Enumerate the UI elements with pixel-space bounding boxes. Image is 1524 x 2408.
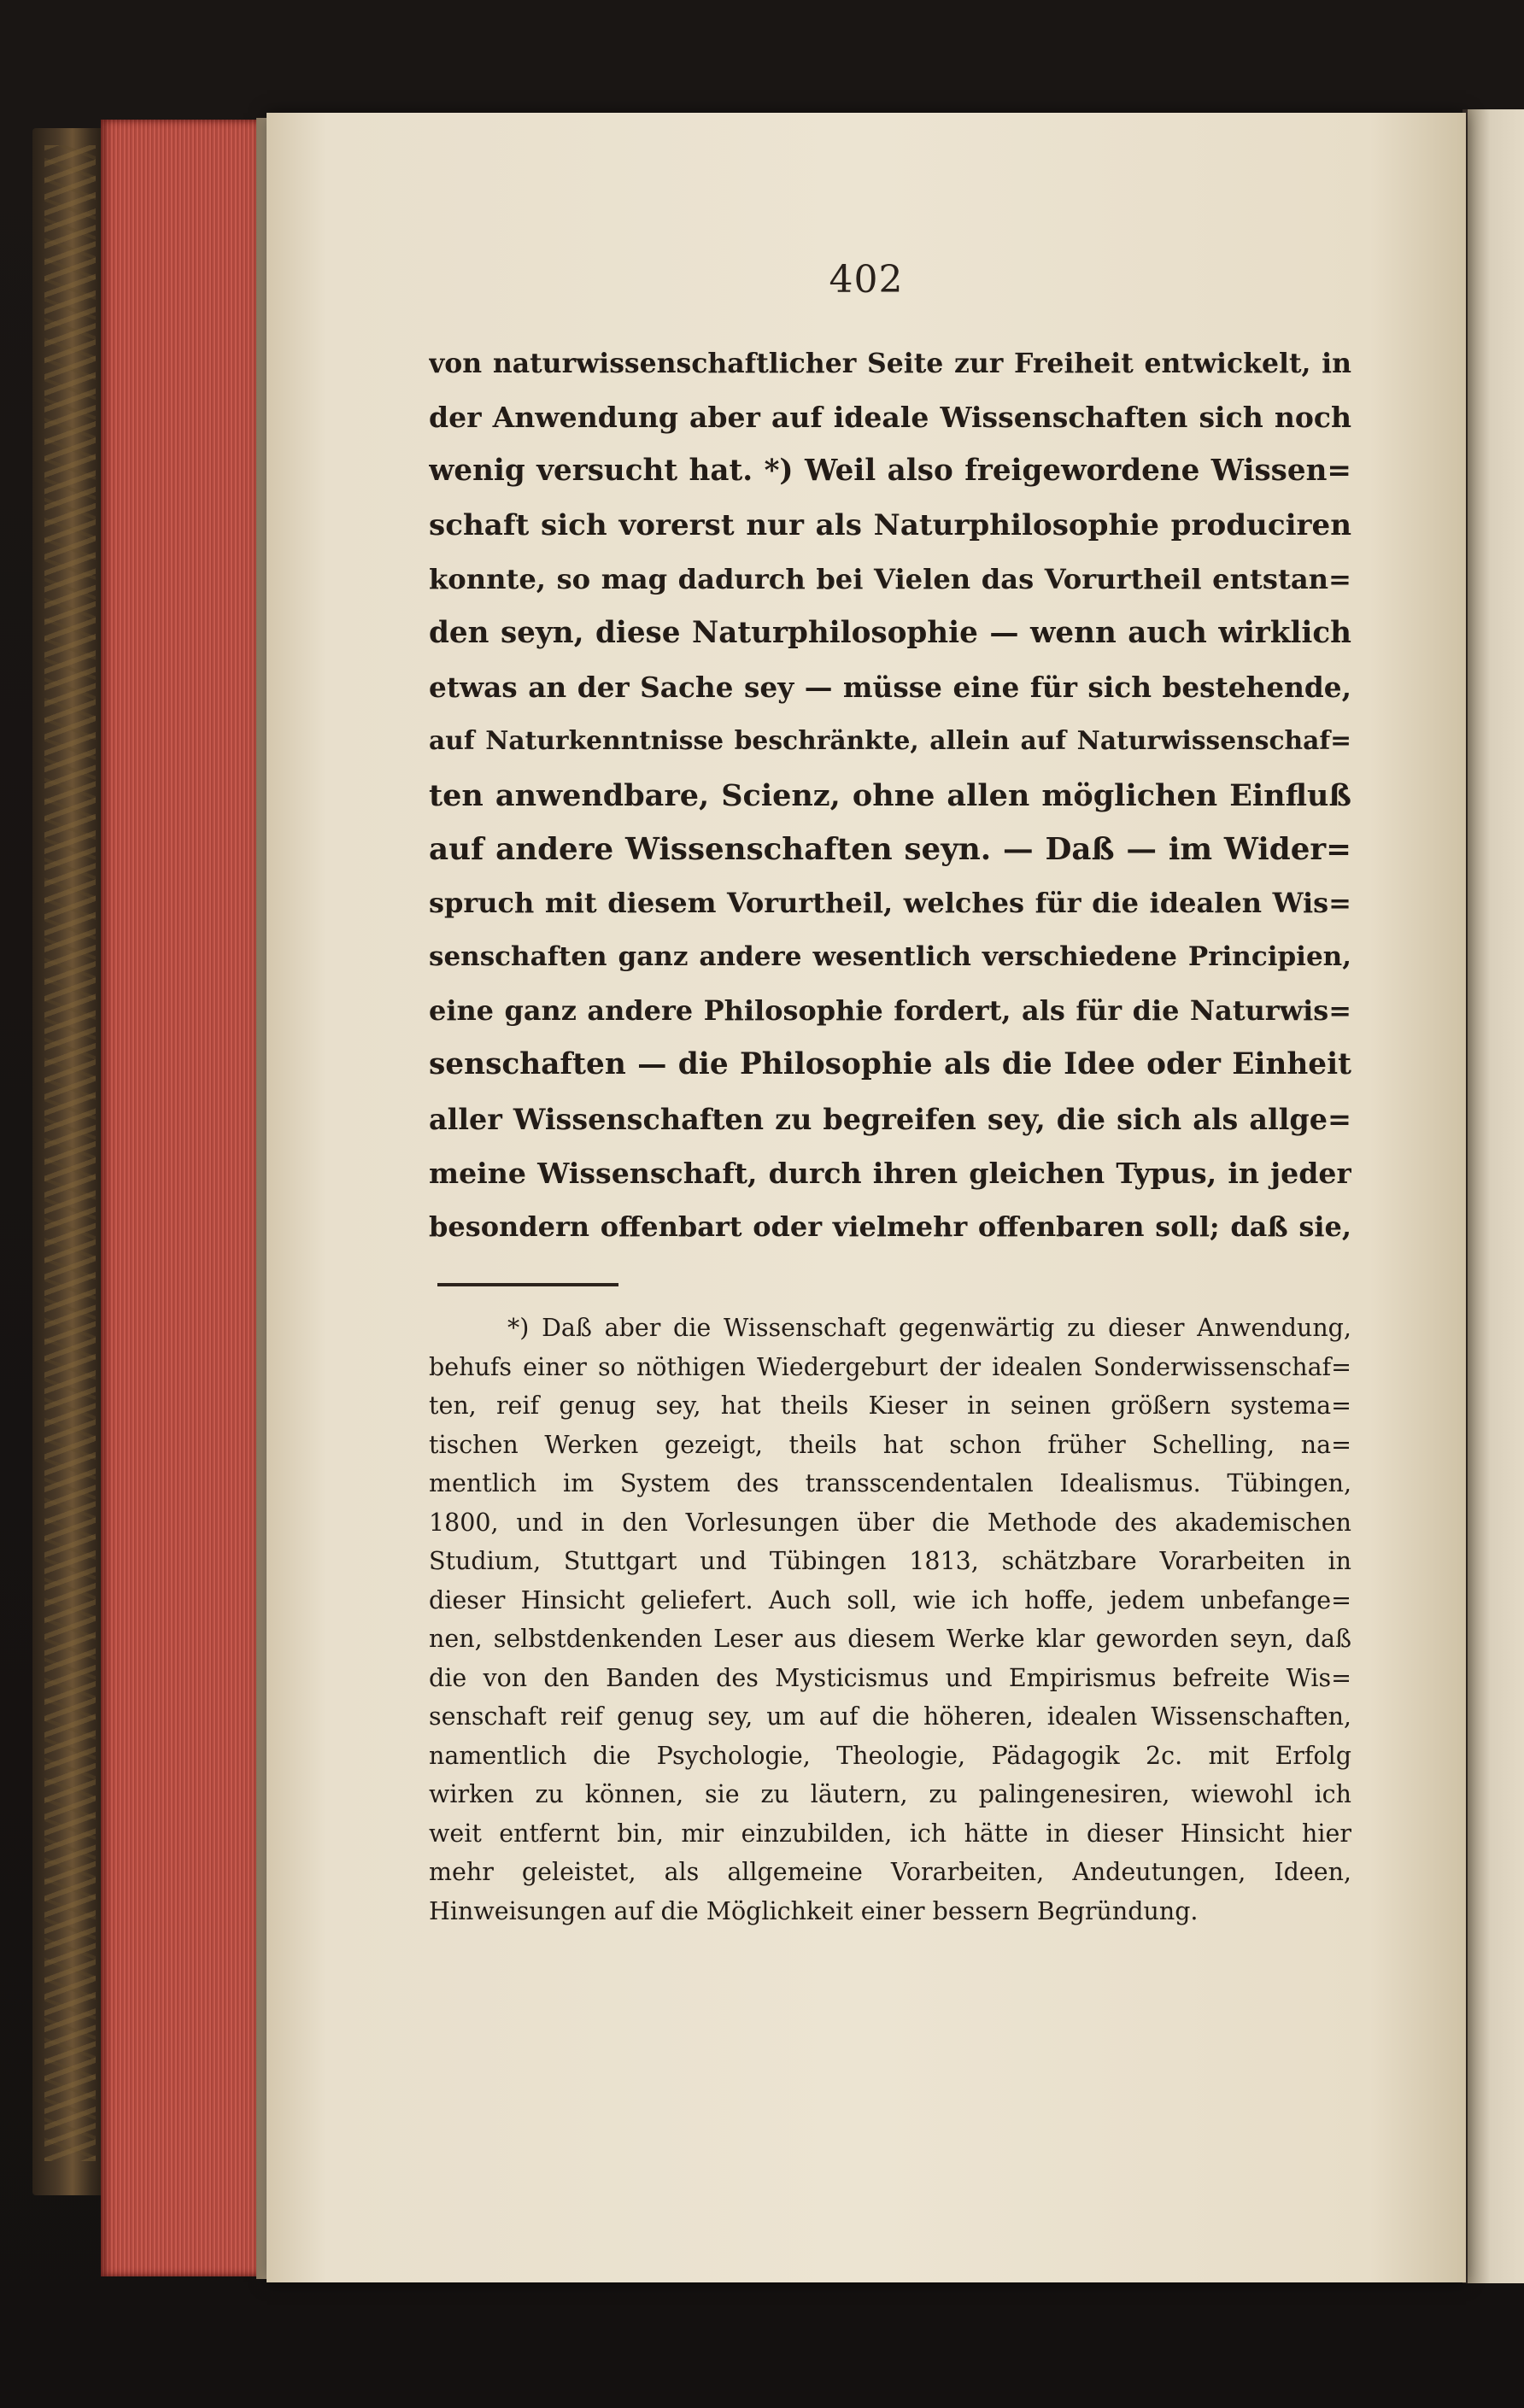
book-page	[267, 113, 1466, 2282]
footnote-separator	[437, 1283, 618, 1286]
body-line: wenig versucht hat. *) Weil also freigewordene Wissen=	[429, 454, 1351, 489]
footnote-line: *) Daß aber die Wissenschaft gegenwärtig zu dieser Anwendung,	[507, 1314, 1351, 1342]
marbled-cover-edge	[44, 145, 96, 2161]
footnote-line: dieser Hinsicht geliefert. Auch soll, wie ich hoffe, jedem unbefange=	[429, 1585, 1351, 1614]
footnote-line: namentlich die Psychologie, Theologie, Pädagogik 2c. mit Erfolg	[429, 1741, 1351, 1770]
footnote-line: senschaft reif genug sey, um auf die höheren, idealen Wissenschaften,	[429, 1702, 1351, 1731]
footnote-line: die von den Banden des Mysticismus und Empirismus befreite Wis=	[429, 1663, 1351, 1692]
footnote-line: behufs einer so nöthigen Wiedergeburt der idealen Sonderwissenschaf=	[429, 1352, 1351, 1381]
body-line: schaft sich vorerst nur als Naturphilosophie produciren	[429, 507, 1351, 542]
footnote-line: 1800, und in den Vorlesungen über die Methode des akademischen	[429, 1508, 1351, 1537]
body-line: konnte, so mag dadurch bei Vielen das Vorurtheil entstan=	[429, 562, 1351, 595]
body-line: der Anwendung aber auf ideale Wissenschaften sich noch	[429, 401, 1351, 435]
body-line: auf andere Wissenschaften seyn. — Daß — im Wider=	[429, 831, 1351, 867]
body-line: senschaften — die Philosophie als die Idee oder Einheit	[429, 1047, 1351, 1082]
footnote-line: ten, reif genug sey, hat theils Kieser in seinen größern systema=	[429, 1391, 1351, 1420]
footnote-line: nen, selbstdenkenden Leser aus diesem Werke klar geworden seyn, daß	[429, 1625, 1351, 1653]
body-text	[429, 337, 1351, 1254]
footnote	[429, 1309, 1351, 1931]
footnote-line: Studium, Stuttgart und Tübingen 1813, schätzbare Vorarbeiten in	[429, 1547, 1351, 1575]
page-number: 402	[829, 258, 904, 302]
body-line: senschaften ganz andere wesentlich verschiedene Principien,	[429, 941, 1351, 973]
footnote-line: tischen Werken gezeigt, theils hat schon früher Schelling, na=	[429, 1430, 1351, 1459]
body-line: auf Naturkenntnisse beschränkte, allein auf Naturwissenschaf=	[429, 726, 1351, 757]
footnote-line: Hinweisungen auf die Möglichkeit einer bessern Begründung.	[429, 1896, 1199, 1925]
footnote-line: mehr geleistet, als allgemeine Vorarbeiten, Andeutungen, Ideen,	[429, 1858, 1351, 1886]
body-line: aller Wissenschaften zu begreifen sey, die sich als allge=	[429, 1102, 1351, 1136]
body-line: meine Wissenschaft, durch ihren gleichen Typus, in jeder	[429, 1156, 1351, 1190]
body-line: von naturwissenschaftlicher Seite zur Freiheit entwickelt, in	[429, 348, 1351, 379]
red-page-edges	[101, 120, 272, 2276]
body-line: spruch mit diesem Vorurtheil, welches für die idealen Wis=	[429, 886, 1351, 919]
footnote-line: mentlich im System des transscendentalen Idealismus. Tübingen,	[429, 1469, 1351, 1497]
body-line: eine ganz andere Philosophie fordert, als für die Naturwis=	[429, 994, 1351, 1028]
footnote-line: weit entfernt bin, mir einzubilden, ich hätte in dieser Hinsicht hier	[429, 1819, 1351, 1848]
body-line: etwas an der Sache sey — müsse eine für sich bestehende,	[429, 671, 1351, 705]
body-line: besondern offenbart oder vielmehr offenbaren soll; daß sie,	[429, 1210, 1351, 1243]
footnote-line: wirken zu können, sie zu läutern, zu palingenesiren, wiewohl ich	[429, 1780, 1351, 1808]
body-line: den seyn, diese Naturphilosophie — wenn auch wirklich	[429, 615, 1351, 650]
body-line: ten anwendbare, Scienz, ohne allen möglichen Einfluß	[429, 777, 1351, 813]
facing-page-sliver	[1468, 109, 1524, 2283]
